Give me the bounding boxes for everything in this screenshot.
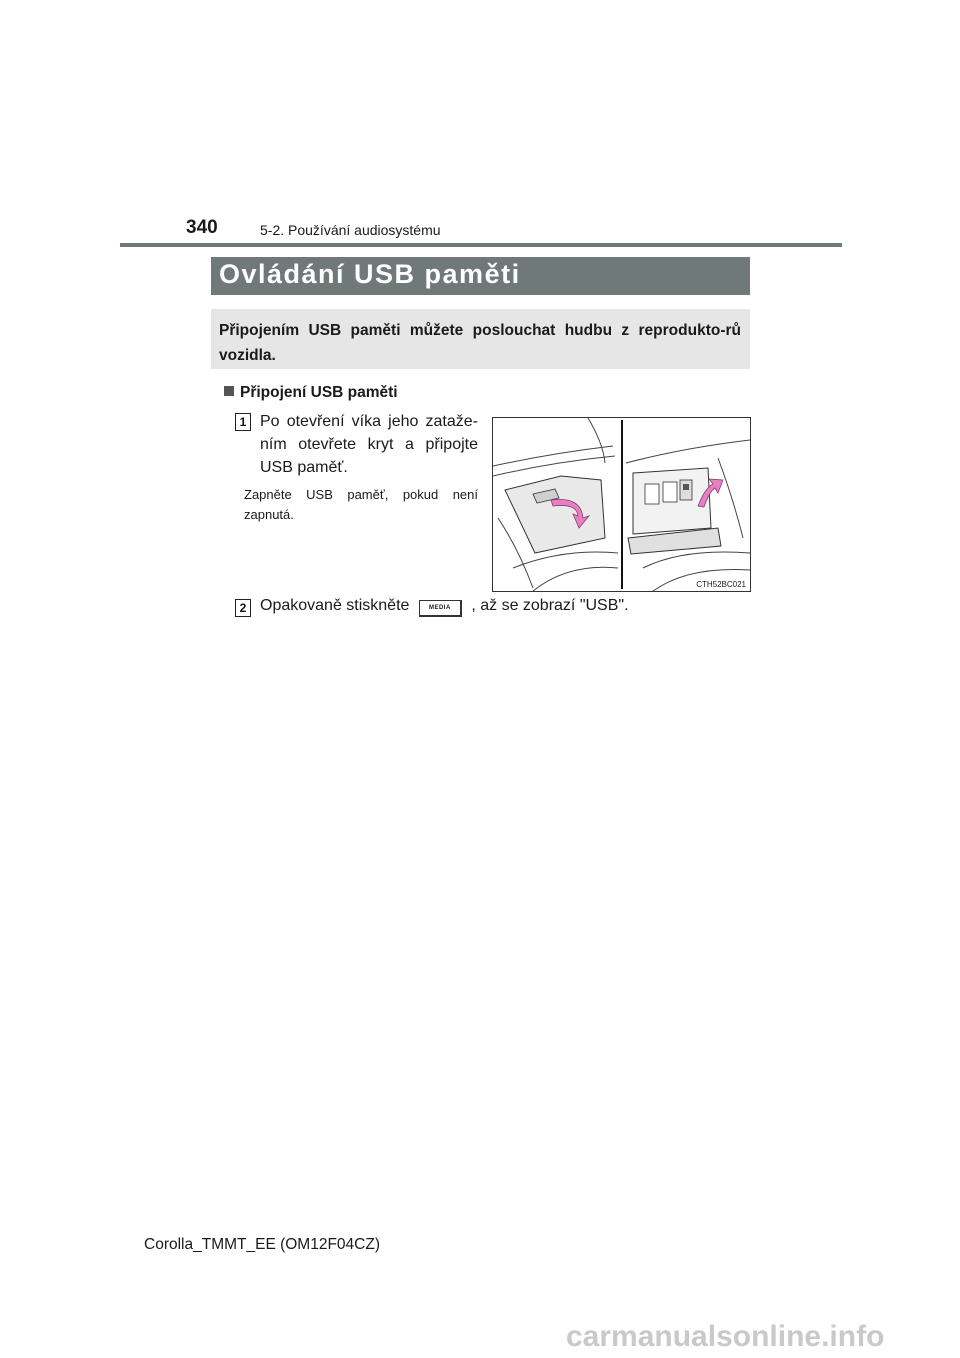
watermark: carmanualsonline.info bbox=[566, 1320, 885, 1353]
step-1-badge: 1 bbox=[235, 413, 251, 431]
usb-port-illustration bbox=[492, 417, 751, 592]
step-1-text: Po otevření víka jeho zataže-ním otevřete kryt a připojte USB paměť. bbox=[260, 413, 478, 476]
intro-text: Připojením USB paměti můžete poslouchat hudbu z reprodukto-rů vozidla. bbox=[219, 322, 741, 364]
square-bullet-icon bbox=[224, 386, 234, 396]
section-heading-label: Připojení USB paměti bbox=[240, 384, 398, 401]
step-2-text bbox=[260, 597, 629, 617]
step-2-badge: 2 bbox=[235, 599, 251, 617]
header-rule bbox=[120, 243, 842, 247]
usb-port-drawing bbox=[493, 418, 750, 591]
media-button-icon: MEDIA bbox=[419, 600, 462, 617]
section-heading bbox=[224, 384, 398, 402]
page-title: Ovládání USB paměti bbox=[219, 259, 521, 289]
footer-model: Corolla_TMMT_EE (OM12F04CZ) bbox=[144, 1236, 380, 1253]
step-2-text-after: , až se zobrazí "USB". bbox=[471, 597, 629, 614]
step-1-note: Zapněte USB paměť, pokud není zapnutá. bbox=[244, 487, 478, 522]
step-2-text-before: Opakovaně stiskněte bbox=[260, 597, 410, 614]
title-bar bbox=[211, 257, 750, 295]
figure-code: CTH52BC021 bbox=[696, 580, 746, 589]
intro-box bbox=[211, 309, 750, 369]
page-number: 340 bbox=[186, 217, 218, 238]
header-section: 5-2. Používání audiosystému bbox=[260, 222, 441, 238]
